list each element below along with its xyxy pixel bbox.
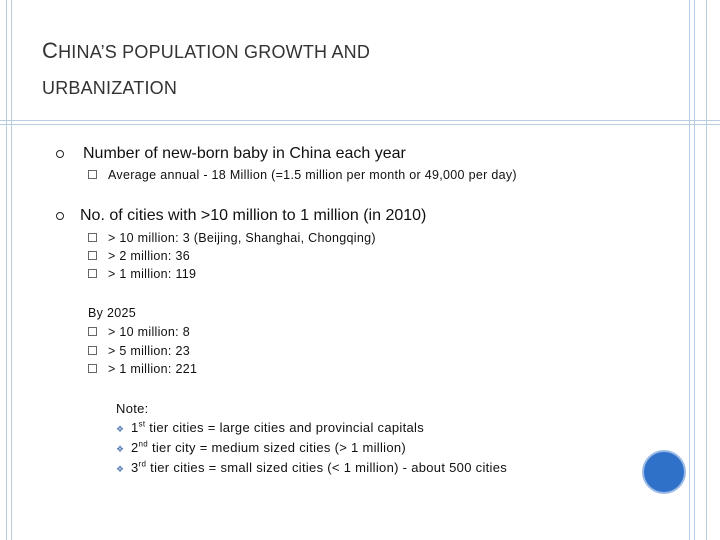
checkbox-bullet-icon <box>88 251 97 260</box>
circle-bullet-icon <box>56 212 64 220</box>
sub-bullet-average: Average annual - 18 Million (=1.5 million per month or 49,000 per day) <box>108 168 517 182</box>
checkbox-bullet-icon <box>88 233 97 242</box>
diamond-bullet-icon: ❖ <box>116 464 125 474</box>
title-divider <box>0 120 720 121</box>
sub-bullet-1m: > 1 million: 119 <box>108 267 197 281</box>
decorative-circle <box>642 450 686 494</box>
circle-bullet-icon <box>56 150 64 158</box>
page-title-line1: CHINA’S POPULATION GROWTH AND <box>42 38 371 63</box>
note-item-3: 3rd tier cities = small sized cities (< 1 million) - about 500 cities <box>131 459 508 475</box>
sub-bullet-10m: > 10 million: 3 (Beijing, Shanghai, Chongqing) <box>108 231 376 245</box>
bullet-cities: No. of cities with >10 million to 1 million (in 2010) <box>80 207 427 224</box>
frame-line-left-inner <box>11 0 12 540</box>
by2025-heading: By 2025 <box>88 306 136 320</box>
checkbox-bullet-icon <box>88 269 97 278</box>
by2025-item-10m: > 10 million: 8 <box>108 325 190 339</box>
note-heading: Note: <box>116 401 149 416</box>
diamond-bullet-icon: ❖ <box>116 424 125 434</box>
frame-line-right-inner <box>689 0 690 540</box>
checkbox-bullet-icon <box>88 170 97 179</box>
by2025-item-1m: > 1 million: 221 <box>108 362 198 376</box>
page-title-line2: URBANIZATION <box>42 78 178 98</box>
frame-line-far-right <box>706 0 707 540</box>
sub-bullet-2m: > 2 million: 36 <box>108 249 190 263</box>
note-item-1: 1st tier cities = large cities and provincial capitals <box>131 419 425 435</box>
note-item-2: 2nd tier city = medium sized cities (> 1 million) <box>131 439 407 455</box>
by2025-item-5m: > 5 million: 23 <box>108 344 190 358</box>
diamond-bullet-icon: ❖ <box>116 444 125 454</box>
checkbox-bullet-icon <box>88 346 97 355</box>
checkbox-bullet-icon <box>88 327 97 336</box>
frame-line-left <box>6 0 7 540</box>
checkbox-bullet-icon <box>88 364 97 373</box>
title-divider-2 <box>0 124 720 125</box>
frame-line-right <box>694 0 695 540</box>
bullet-newborn: Number of new-born baby in China each year <box>83 145 406 162</box>
